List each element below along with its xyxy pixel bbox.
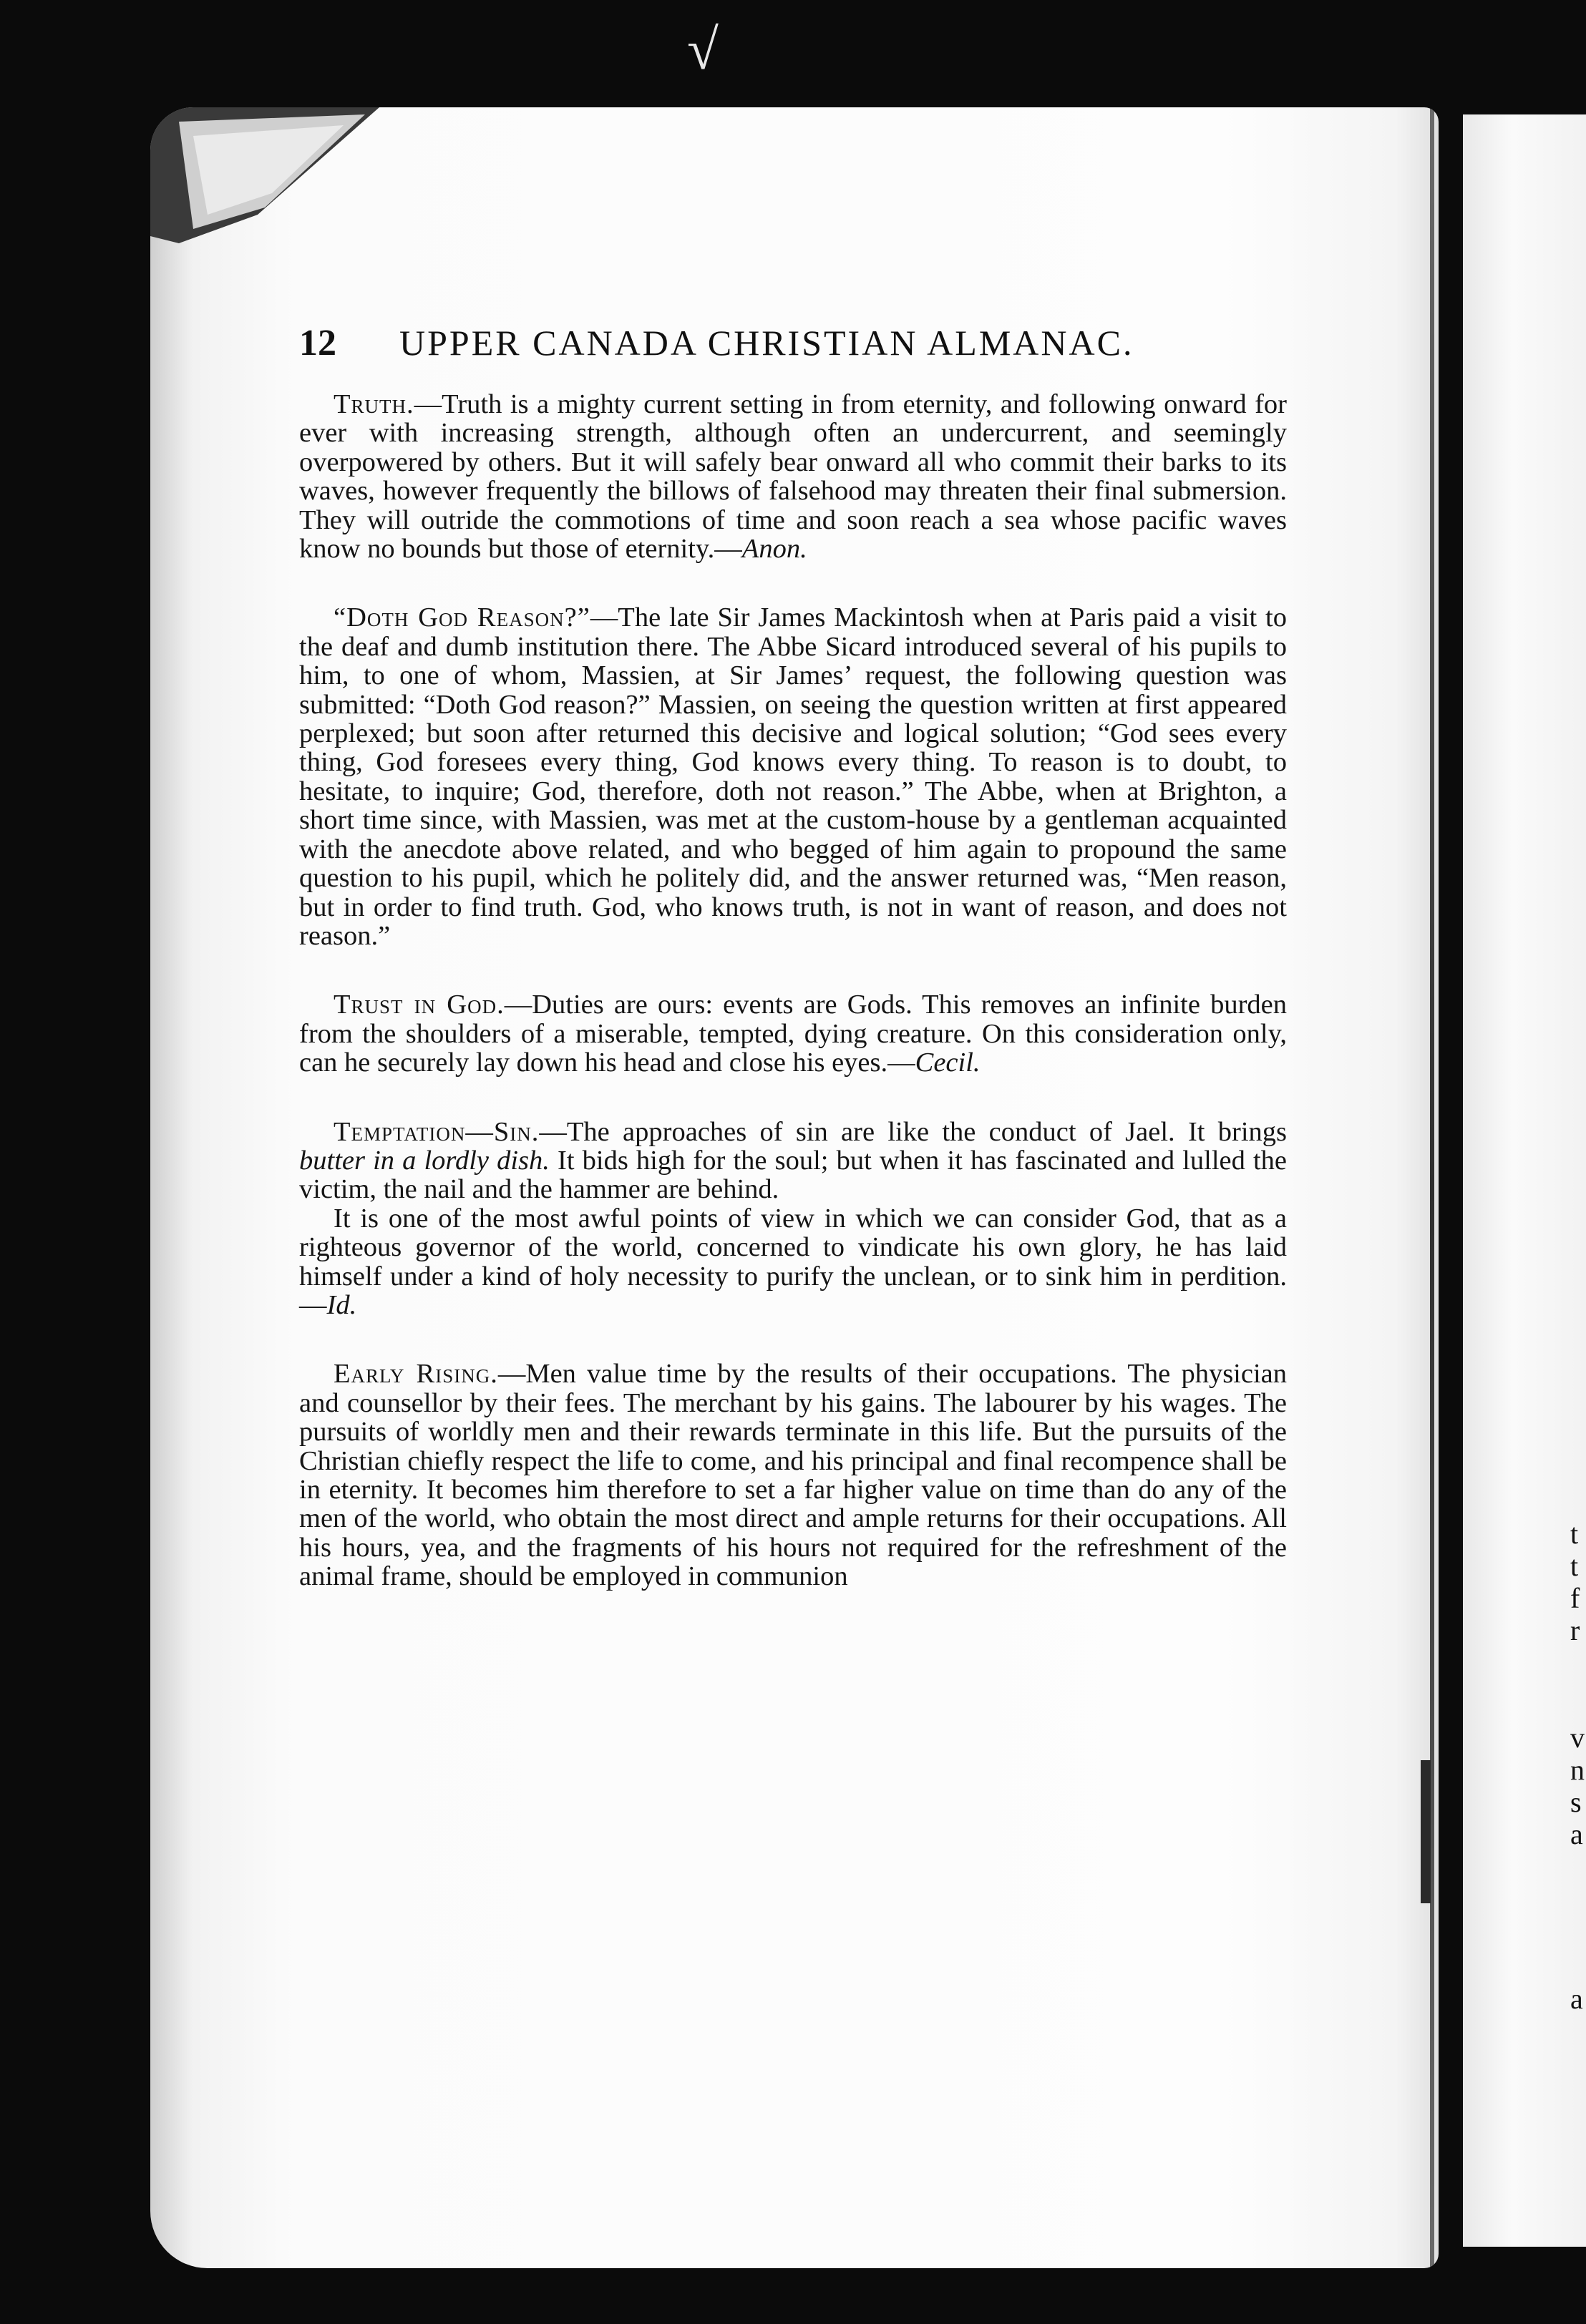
facing-page-fragment: t <box>1570 1550 1579 1582</box>
article-awful-points <box>299 1204 1287 1320</box>
handwritten-check-mark: √ <box>687 19 719 82</box>
article-heading: Truth. <box>334 389 414 419</box>
article-heading: Early Rising. <box>334 1359 498 1390</box>
article-attribution: Anon. <box>741 534 807 565</box>
article-attribution: Id. <box>326 1289 357 1320</box>
article-text: It bids high for the soul; but when it has fascinated and lulled the victim, the nail and the hammer are behind. <box>299 1145 1287 1205</box>
article-text: —Men value time by the results of their occupations. The physician and counsellor by their fees. The merchant by his gains. The labourer by his wages. The pursuits of worldly men and their rewards terminate in this life. But the pursuits of the Christian chiefly respect the life to come, and his principal and final recompence shall be in eternity. It becomes him therefore to set a far higher value on time than do any of the men of the world, who obtain the most direct and ample returns for their occupations. All his hours, yea, and the fragments of his hours not required for the refreshment of the animal frame, should be employed in communion <box>299 1359 1287 1592</box>
facing-page-fragment: a <box>1570 1983 1583 2015</box>
facing-page-fragment: v <box>1570 1722 1585 1754</box>
page-number: 12 <box>299 323 336 363</box>
article-heading: “Doth God Reason?” <box>334 602 590 633</box>
article-temptation-sin <box>299 1118 1287 1204</box>
facing-page-fragment: f <box>1570 1582 1580 1614</box>
article-text: —The late Sir James Mackintosh when at Paris paid a visit to the deaf and dumb institution there. The Abbe Sicard introduced several of his pupils to him, to one of whom, Massien, at Sir James’ request, the following question was submitted: “Doth God reason?” Massien, on seeing the question written at first appeared perplexed; but soon after returned this decisive and logical solution; “God sees every thing, God foresees every thing, God knows every thing. To reason is to doubt, to hesitate, to inquire; God, therefore, doth not reason.” The Abbe, when at Brighton, a short time since, with Massien, was met at the custom-house by a gentleman acquainted with the anecdote above related, and who begged of him again to propound the same question to his pupil, which he politely did, and the answer returned was, “Men reason, but in order to find truth. God, who knows truth, is not in want of reason, and does not reason.” <box>299 602 1287 951</box>
article-trust-in-god <box>299 990 1287 1077</box>
article-truth <box>299 390 1287 563</box>
page-body <box>299 390 1287 1591</box>
facing-page-fragment: a <box>1570 1818 1583 1850</box>
running-head: UPPER CANADA CHRISTIAN ALMANAC. <box>399 323 1134 363</box>
facing-page-fragment: s <box>1570 1786 1582 1818</box>
folded-corner <box>150 107 379 279</box>
facing-page-edge <box>1463 114 1586 2247</box>
article-early-rising <box>299 1359 1287 1591</box>
binding-thread <box>1421 1760 1431 1903</box>
facing-page-fragment: r <box>1570 1614 1580 1646</box>
article-text: —Duties are ours: events are Gods. This removes an infinite burden from the shoulders of a miserable, tempted, dying creature. On this consideration only, can he securely lay down his head and close his eyes.— <box>299 990 1287 1078</box>
facing-page-fragment: n <box>1570 1754 1585 1786</box>
article-text: It is one of the most awful points of view in which we can consider God, that as a righteous governor of the world, concerned to vindicate his own glory, he has laid himself under a kind of holy necessity to purify the unclean, or to sink him in perdition.— <box>299 1203 1287 1320</box>
article-heading: Trust in God. <box>334 990 505 1020</box>
article-heading: Temptation—Sin. <box>334 1116 540 1147</box>
binding-gutter <box>1430 107 1434 2268</box>
article-emphasis: butter in a lordly dish. <box>299 1145 550 1176</box>
article-attribution: Cecil. <box>915 1048 981 1078</box>
article-text: —Truth is a mighty current setting in from eternity, and following onward for ever with increasing strength, although often an undercurrent, and seemingly overpowered by others. But it will safely bear onward all who commit their barks to its waves, however frequently the billows of falsehood may threaten their final submersion. They will outride the commotions of time and soon reach a sea whose pacific waves know no bounds but those of eternity.— <box>299 389 1287 565</box>
article-doth-god-reason <box>299 603 1287 950</box>
page-header <box>299 322 1315 364</box>
facing-page-fragment: t <box>1570 1518 1579 1550</box>
article-text: —The approaches of sin are like the conduct of Jael. It brings <box>539 1116 1287 1147</box>
